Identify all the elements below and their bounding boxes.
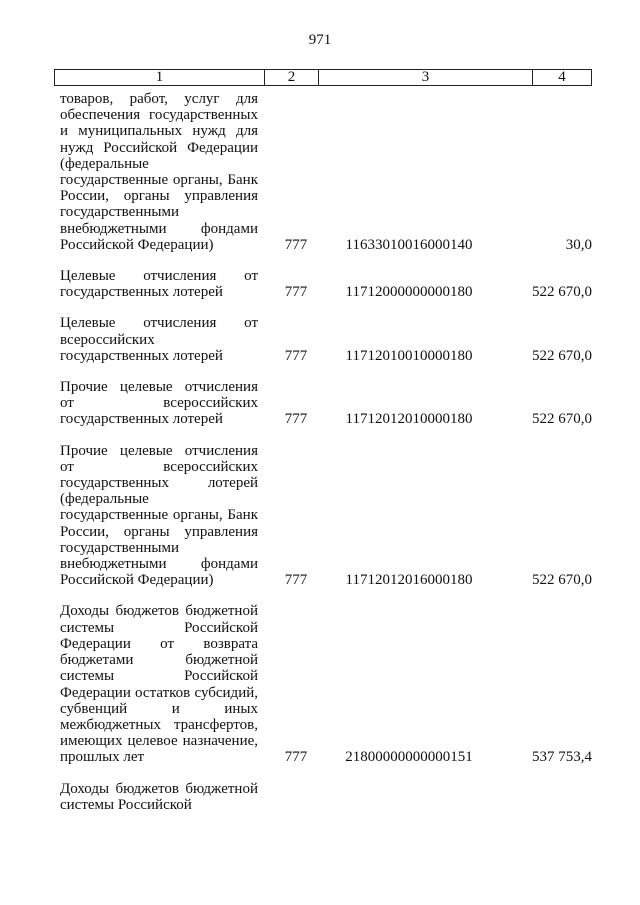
row-budget-code: 11712000000000180 <box>345 284 473 301</box>
row-description: Целевые отчисления от государственных лотерей <box>60 268 258 301</box>
row-admin-code: 777 <box>284 749 308 766</box>
row-description: товаров, работ, услуг для обеспечения государственных и муниципальных нужд для нужд Российской Федерации (федеральные государственные органы, Банк России, органы управления государственными внебюджетными фондами Российской Федерации) <box>60 91 258 253</box>
table-row <box>60 379 592 428</box>
table-row <box>60 268 592 300</box>
row-budget-code: 21800000000000151 <box>345 749 473 766</box>
row-amount: 522 670,0 <box>532 411 592 428</box>
table-body <box>60 91 592 813</box>
row-budget-code: 11712010010000180 <box>345 347 473 364</box>
row-description: Целевые отчисления от всероссийских государственных лотерей <box>60 315 258 364</box>
row-amount: 522 670,0 <box>532 284 592 301</box>
row-description: Доходы бюджетов бюджетной системы Российской <box>60 780 258 813</box>
row-admin-code: 777 <box>284 236 308 253</box>
row-admin-code: 777 <box>284 347 308 364</box>
row-admin-code: 777 <box>284 572 308 589</box>
table-header <box>54 69 592 86</box>
table-row <box>60 781 592 813</box>
row-budget-code: 11712012010000180 <box>345 411 473 428</box>
row-description: Прочие целевые отчисления от всероссийских государственных лотерей <box>60 379 258 428</box>
row-amount: 522 670,0 <box>532 347 592 364</box>
header-col-3: 3 <box>319 70 533 85</box>
table-row <box>60 91 592 253</box>
row-description: Прочие целевые отчисления от всероссийских государственных лотерей (федеральные государственные органы, Банк России, органы управления государственными внебюджетными фондами Российской Федерации) <box>60 442 258 589</box>
row-amount: 537 753,4 <box>532 749 592 766</box>
row-amount: 30,0 <box>565 236 592 253</box>
header-col-2: 2 <box>265 70 319 85</box>
row-budget-code: 11633010016000140 <box>345 236 473 253</box>
row-admin-code: 777 <box>284 284 308 301</box>
row-description: Доходы бюджетов бюджетной системы Российской Федерации от возврата бюджетами бюджетной системы Российской Федерации остатков субсидий, субвенций и иных межбюджетных трансфертов, имеющих целевое назначение, прошлых лет <box>60 603 258 766</box>
table-row <box>60 603 592 765</box>
table-row <box>60 443 592 589</box>
row-budget-code: 11712012016000180 <box>345 572 473 589</box>
table-row <box>60 315 592 364</box>
row-amount: 522 670,0 <box>532 572 592 589</box>
row-admin-code: 777 <box>284 411 308 428</box>
header-col-1: 1 <box>55 70 265 85</box>
header-col-4: 4 <box>558 69 566 85</box>
page-number: 971 <box>308 32 332 48</box>
